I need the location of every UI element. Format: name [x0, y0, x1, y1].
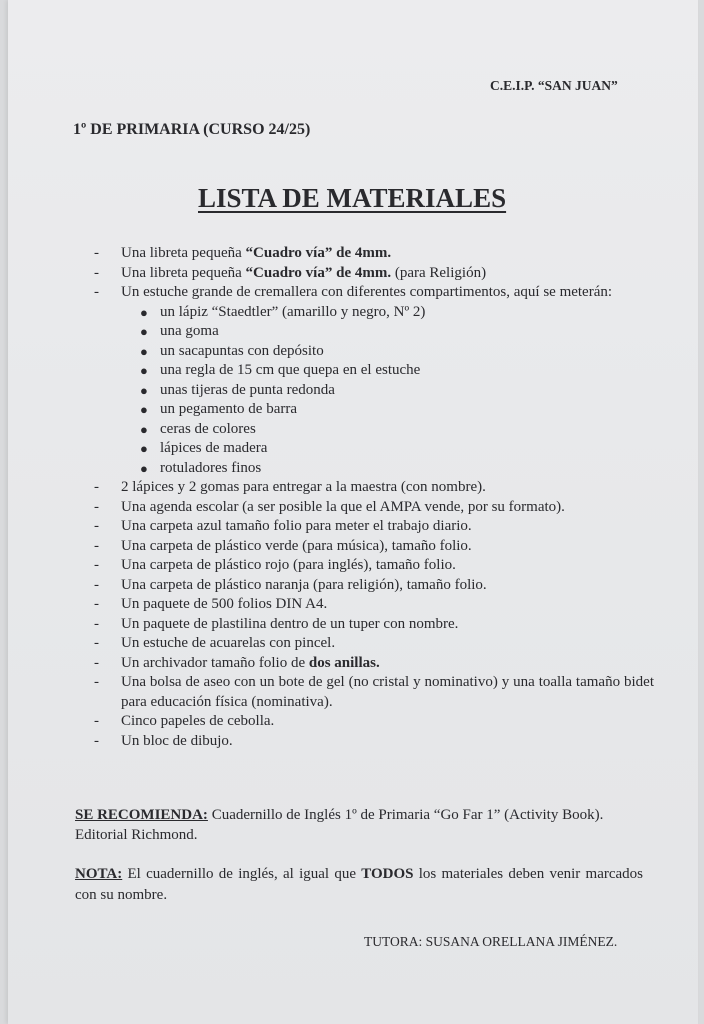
- list-item: - 2 lápices y 2 gomas para entregar a la maestra (con nombre).: [94, 479, 486, 495]
- course-heading: 1º DE PRIMARIA (CURSO 24/25): [73, 121, 311, 138]
- list-item: - Un paquete de plastilina dentro de un tuper con nombre.: [94, 615, 459, 632]
- list-item: - Una bolsa de aseo con un bote de gel (no cristal y nominativo) y una toalla tamaño bidet para educación física (nominativa).: [94, 674, 654, 710]
- bullet-icon: ●: [140, 441, 148, 456]
- recommendation-text: Cuadernillo de Inglés 1º de Primaria “Go Far 1” (Activity Book). Editorial Richmond.: [75, 807, 604, 843]
- note-label: NOTA:: [75, 866, 123, 882]
- sub-list-item: ● un sacapuntas con depósito: [94, 342, 654, 362]
- sub-list-item: ● rotuladores finos: [94, 459, 654, 479]
- bullet-icon: ●: [140, 382, 148, 398]
- document-page: [8, 0, 698, 1024]
- sub-list-item: ● una goma: [94, 322, 654, 342]
- recommendation-label: SE RECOMIENDA:: [75, 807, 208, 823]
- sub-list-item: ● un lápiz “Staedtler” (amarillo y negro, Nº 2): [94, 303, 654, 323]
- list-item: - Un paquete de 500 folios DIN A4.: [94, 596, 328, 612]
- bullet-icon: ●: [140, 324, 148, 339]
- bullet-icon: ●: [140, 402, 148, 417]
- bullet-icon: ●: [140, 343, 148, 359]
- signature: TUTORA: SUSANA ORELLANA JIMÉNEZ.: [364, 934, 618, 949]
- list-item: - Un bloc de dibujo.: [94, 732, 233, 749]
- school-name: C.E.I.P. “SAN JUAN”: [490, 78, 618, 93]
- sub-list-item: ● ceras de colores: [94, 420, 654, 440]
- list-item: - Una carpeta de plástico rojo (para inglés), tamaño folio.: [94, 557, 456, 573]
- bullet-icon: ●: [140, 363, 148, 378]
- bullet-icon: ●: [140, 460, 148, 476]
- sub-list-item: ● lápices de madera: [94, 439, 654, 459]
- bullet-icon: ●: [140, 304, 148, 320]
- bullet-icon: ●: [140, 421, 148, 437]
- list-item: - Una libreta pequeña “Cuadro vía” de 4mm.: [94, 245, 392, 261]
- list-item: - Un estuche de acuarelas con pincel.: [94, 635, 336, 651]
- materials-list: [94, 244, 654, 751]
- list-item: - Un estuche grande de cremallera con diferentes compartimentos, aquí se meterán:: [94, 284, 613, 300]
- document-title: LISTA DE MATERIALES: [198, 183, 507, 213]
- sub-list-item: ● unas tijeras de punta redonda: [94, 381, 654, 401]
- list-item: - Una libreta pequeña “Cuadro vía” de 4mm. (para Religión): [94, 264, 487, 281]
- list-item: - Cinco papeles de cebolla.: [94, 713, 275, 729]
- list-item: - Un archivador tamaño folio de dos anillas.: [94, 654, 380, 671]
- list-item: - Una carpeta de plástico verde (para música), tamaño folio.: [94, 537, 472, 554]
- list-item: - Una carpeta de plástico naranja (para religión), tamaño folio.: [94, 576, 487, 593]
- list-item: - Una carpeta azul tamaño folio para meter el trabajo diario.: [94, 518, 472, 534]
- note: NOTA: El cuadernillo de inglés, al igual que TODOS los materiales deben venir marcados con su nombre.: [75, 866, 643, 903]
- sub-list-item: ● un pegamento de barra: [94, 400, 654, 420]
- recommendation: [75, 806, 645, 845]
- list-item: - Una agenda escolar (a ser posible la que el AMPA vende, por su formato).: [94, 498, 565, 515]
- sub-list-item: ● una regla de 15 cm que quepa en el estuche: [94, 361, 654, 381]
